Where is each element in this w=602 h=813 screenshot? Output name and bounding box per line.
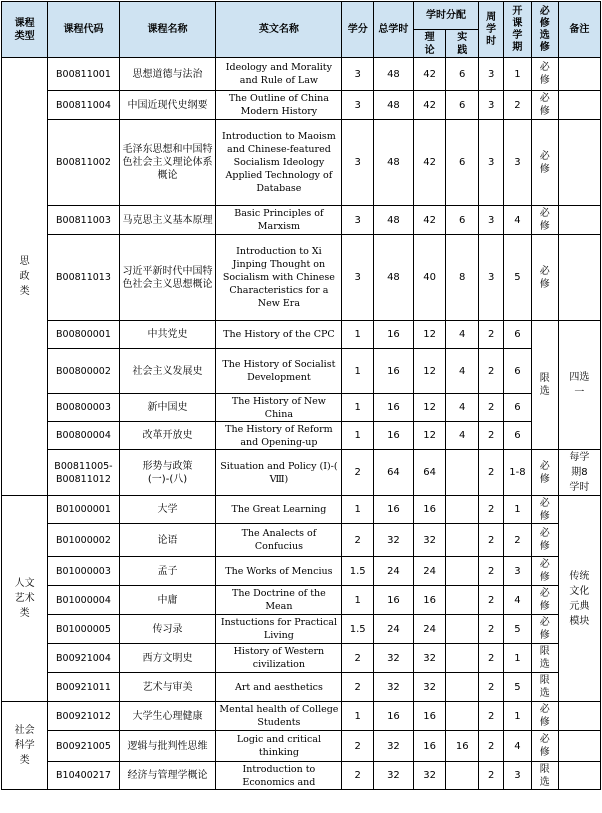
weekly-hours-cell: 2 — [479, 702, 504, 731]
course-name-cell: 形势与政策 (一)-(八) — [119, 450, 216, 496]
course-name-cell: 大学 — [119, 496, 216, 524]
credits-cell: 3 — [342, 120, 374, 206]
english-name-cell: Logic and critical thinking — [216, 731, 342, 762]
total-hours-cell: 16 — [373, 702, 413, 731]
semester-cell: 1 — [504, 496, 531, 524]
course-name-cell: 中共党史 — [119, 321, 216, 349]
theory-hours-cell: 42 — [413, 91, 446, 120]
credits-cell: 1 — [342, 349, 374, 394]
course-name-cell: 中国近现代史纲要 — [119, 91, 216, 120]
practice-hours-cell: 6 — [446, 58, 479, 91]
theory-hours-cell: 32 — [413, 762, 446, 790]
header-course-type: 课程 类型 — [2, 2, 48, 58]
semester-cell: 1-8 — [504, 450, 531, 496]
practice-hours-cell — [446, 702, 479, 731]
theory-hours-cell: 24 — [413, 615, 446, 644]
required-elective-cell: 限 选 — [531, 673, 558, 702]
notes-cell — [558, 91, 600, 120]
theory-hours-cell: 16 — [413, 702, 446, 731]
required-elective-cell: 必 修 — [531, 702, 558, 731]
header-weekly-hours: 周 学 时 — [479, 2, 504, 58]
semester-cell: 5 — [504, 235, 531, 321]
course-name-cell: 社会主义发展史 — [119, 349, 216, 394]
course-name-cell: 毛泽东思想和中国特色社会主义理论体系概论 — [119, 120, 216, 206]
total-hours-cell: 48 — [373, 91, 413, 120]
semester-cell: 4 — [504, 206, 531, 235]
english-name-cell: The Doctrine of the Mean — [216, 586, 342, 615]
total-hours-cell: 32 — [373, 644, 413, 673]
course-code-cell: B01000004 — [48, 586, 119, 615]
required-elective-cell: 必 修 — [531, 731, 558, 762]
course-type-cell: 思 政 类 — [2, 58, 48, 496]
required-elective-cell: 限 选 — [531, 644, 558, 673]
english-name-cell: The History of Reform and Opening-up — [216, 422, 342, 450]
semester-cell: 4 — [504, 586, 531, 615]
practice-hours-cell: 4 — [446, 394, 479, 422]
notes-cell: 传统 文化 元典 模块 — [558, 496, 600, 702]
english-name-cell: The History of Socialist Development — [216, 349, 342, 394]
english-name-cell: The History of New China — [216, 394, 342, 422]
curriculum-table — [1, 1, 601, 790]
weekly-hours-cell: 2 — [479, 673, 504, 702]
required-elective-cell: 必 修 — [531, 615, 558, 644]
practice-hours-cell: 4 — [446, 349, 479, 394]
english-name-cell: History of Western civilization — [216, 644, 342, 673]
english-name-cell: The History of the CPC — [216, 321, 342, 349]
table-row — [2, 394, 601, 422]
weekly-hours-cell: 2 — [479, 394, 504, 422]
weekly-hours-cell: 2 — [479, 496, 504, 524]
table-row — [2, 450, 601, 496]
table-row — [2, 120, 601, 206]
weekly-hours-cell: 3 — [479, 91, 504, 120]
weekly-hours-cell: 3 — [479, 235, 504, 321]
table-row — [2, 615, 601, 644]
english-name-cell: Art and aesthetics — [216, 673, 342, 702]
total-hours-cell: 32 — [373, 673, 413, 702]
header-hours-allocation: 学时分配 — [413, 2, 478, 30]
required-elective-cell: 必 修 — [531, 58, 558, 91]
course-type-cell: 人文 艺术 类 — [2, 496, 48, 702]
required-elective-cell: 必 修 — [531, 450, 558, 496]
course-code-cell: B00800003 — [48, 394, 119, 422]
table-row — [2, 235, 601, 321]
credits-cell: 1 — [342, 702, 374, 731]
total-hours-cell: 24 — [373, 615, 413, 644]
course-code-cell: B00811004 — [48, 91, 119, 120]
semester-cell: 1 — [504, 702, 531, 731]
course-type-cell: 社会 科学 类 — [2, 702, 48, 790]
course-code-cell: B00811001 — [48, 58, 119, 91]
credits-cell: 1 — [342, 422, 374, 450]
total-hours-cell: 16 — [373, 496, 413, 524]
notes-cell — [558, 235, 600, 321]
weekly-hours-cell: 2 — [479, 524, 504, 557]
course-code-cell: B00800004 — [48, 422, 119, 450]
semester-cell: 1 — [504, 58, 531, 91]
notes-cell — [558, 120, 600, 206]
practice-hours-cell — [446, 557, 479, 586]
required-elective-cell: 必 修 — [531, 120, 558, 206]
course-name-cell: 论语 — [119, 524, 216, 557]
english-name-cell: Ideology and Morality and Rule of Law — [216, 58, 342, 91]
header-theory: 理 论 — [413, 30, 446, 58]
course-name-cell: 孟子 — [119, 557, 216, 586]
english-name-cell: Instuctions for Practical Living — [216, 615, 342, 644]
notes-cell — [558, 58, 600, 91]
header-practice: 实 践 — [446, 30, 479, 58]
semester-cell: 2 — [504, 524, 531, 557]
course-code-cell: B10400217 — [48, 762, 119, 790]
english-name-cell: The Outline of China Modern History — [216, 91, 342, 120]
required-elective-cell: 必 修 — [531, 91, 558, 120]
practice-hours-cell — [446, 524, 479, 557]
semester-cell: 3 — [504, 557, 531, 586]
required-elective-cell: 必 修 — [531, 586, 558, 615]
weekly-hours-cell: 2 — [479, 762, 504, 790]
course-code-cell: B01000001 — [48, 496, 119, 524]
practice-hours-cell: 6 — [446, 206, 479, 235]
course-name-cell: 中庸 — [119, 586, 216, 615]
table-row — [2, 58, 601, 91]
course-code-cell: B01000003 — [48, 557, 119, 586]
semester-cell: 6 — [504, 422, 531, 450]
practice-hours-cell: 16 — [446, 731, 479, 762]
semester-cell: 6 — [504, 394, 531, 422]
required-elective-cell: 必 修 — [531, 557, 558, 586]
weekly-hours-cell: 2 — [479, 615, 504, 644]
practice-hours-cell: 6 — [446, 120, 479, 206]
total-hours-cell: 64 — [373, 450, 413, 496]
table-row — [2, 644, 601, 673]
english-name-cell: Basic Principles of Marxism — [216, 206, 342, 235]
semester-cell: 3 — [504, 120, 531, 206]
credits-cell: 2 — [342, 731, 374, 762]
weekly-hours-cell: 2 — [479, 557, 504, 586]
weekly-hours-cell: 3 — [479, 58, 504, 91]
semester-cell: 5 — [504, 673, 531, 702]
credits-cell: 3 — [342, 206, 374, 235]
semester-cell: 2 — [504, 91, 531, 120]
practice-hours-cell — [446, 496, 479, 524]
course-code-cell: B00800001 — [48, 321, 119, 349]
required-elective-cell: 必 修 — [531, 206, 558, 235]
total-hours-cell: 48 — [373, 58, 413, 91]
total-hours-cell: 32 — [373, 524, 413, 557]
practice-hours-cell: 4 — [446, 321, 479, 349]
credits-cell: 3 — [342, 91, 374, 120]
header-total-hours: 总学时 — [373, 2, 413, 58]
total-hours-cell: 48 — [373, 206, 413, 235]
weekly-hours-cell: 2 — [479, 731, 504, 762]
credits-cell: 1 — [342, 321, 374, 349]
course-name-cell: 大学生心理健康 — [119, 702, 216, 731]
weekly-hours-cell: 2 — [479, 450, 504, 496]
theory-hours-cell: 16 — [413, 731, 446, 762]
credits-cell: 1.5 — [342, 557, 374, 586]
required-elective-cell: 必 修 — [531, 235, 558, 321]
semester-cell: 4 — [504, 731, 531, 762]
practice-hours-cell — [446, 762, 479, 790]
notes-cell — [558, 731, 600, 762]
practice-hours-cell — [446, 644, 479, 673]
header-course-code: 课程代码 — [48, 2, 119, 58]
credits-cell: 3 — [342, 235, 374, 321]
table-row — [2, 524, 601, 557]
credits-cell: 3 — [342, 58, 374, 91]
required-elective-cell: 必 修 — [531, 496, 558, 524]
weekly-hours-cell: 2 — [479, 349, 504, 394]
course-code-cell: B00921004 — [48, 644, 119, 673]
theory-hours-cell: 40 — [413, 235, 446, 321]
theory-hours-cell: 16 — [413, 496, 446, 524]
table-row — [2, 731, 601, 762]
table-row — [2, 702, 601, 731]
weekly-hours-cell: 2 — [479, 422, 504, 450]
theory-hours-cell: 32 — [413, 524, 446, 557]
notes-cell — [558, 206, 600, 235]
english-name-cell: Introduction to Economics and — [216, 762, 342, 790]
header-english-name: 英文名称 — [216, 2, 342, 58]
practice-hours-cell: 4 — [446, 422, 479, 450]
english-name-cell: Introduction to Maoism and Chinese-featured Socialism Ideology Applied Technology of Database — [216, 120, 342, 206]
theory-hours-cell: 24 — [413, 557, 446, 586]
practice-hours-cell — [446, 615, 479, 644]
table-row — [2, 321, 601, 349]
table-row — [2, 422, 601, 450]
course-name-cell: 马克思主义基本原理 — [119, 206, 216, 235]
course-name-cell: 改革开放史 — [119, 422, 216, 450]
header-required-elective: 必 修 选 修 — [531, 2, 558, 58]
course-name-cell: 西方文明史 — [119, 644, 216, 673]
table-row — [2, 496, 601, 524]
course-name-cell: 新中国史 — [119, 394, 216, 422]
total-hours-cell: 16 — [373, 422, 413, 450]
credits-cell: 1 — [342, 586, 374, 615]
total-hours-cell: 16 — [373, 349, 413, 394]
course-code-cell: B01000002 — [48, 524, 119, 557]
credits-cell: 2 — [342, 673, 374, 702]
total-hours-cell: 48 — [373, 120, 413, 206]
english-name-cell: The Analects of Confucius — [216, 524, 342, 557]
practice-hours-cell — [446, 673, 479, 702]
course-name-cell: 经济与管理学概论 — [119, 762, 216, 790]
theory-hours-cell: 12 — [413, 349, 446, 394]
course-code-cell: B00811002 — [48, 120, 119, 206]
notes-cell — [558, 702, 600, 731]
table-row — [2, 673, 601, 702]
course-code-cell: B00811013 — [48, 235, 119, 321]
credits-cell: 1.5 — [342, 615, 374, 644]
english-name-cell: The Great Learning — [216, 496, 342, 524]
theory-hours-cell: 42 — [413, 206, 446, 235]
theory-hours-cell: 16 — [413, 586, 446, 615]
total-hours-cell: 32 — [373, 762, 413, 790]
credits-cell: 2 — [342, 524, 374, 557]
semester-cell: 5 — [504, 615, 531, 644]
semester-cell: 6 — [504, 349, 531, 394]
course-name-cell: 艺术与审美 — [119, 673, 216, 702]
course-code-cell: B00800002 — [48, 349, 119, 394]
total-hours-cell: 32 — [373, 731, 413, 762]
english-name-cell: The Works of Mencius — [216, 557, 342, 586]
theory-hours-cell: 32 — [413, 673, 446, 702]
credits-cell: 1 — [342, 394, 374, 422]
course-name-cell: 思想道德与法治 — [119, 58, 216, 91]
practice-hours-cell — [446, 450, 479, 496]
theory-hours-cell: 32 — [413, 644, 446, 673]
credits-cell: 1 — [342, 496, 374, 524]
weekly-hours-cell: 3 — [479, 120, 504, 206]
weekly-hours-cell: 2 — [479, 644, 504, 673]
required-elective-cell: 必 修 — [531, 524, 558, 557]
total-hours-cell: 16 — [373, 321, 413, 349]
theory-hours-cell: 12 — [413, 394, 446, 422]
table-row — [2, 557, 601, 586]
notes-cell: 四选 一 — [558, 321, 600, 450]
total-hours-cell: 16 — [373, 586, 413, 615]
total-hours-cell: 16 — [373, 394, 413, 422]
required-elective-cell: 限 选 — [531, 762, 558, 790]
course-name-cell: 习近平新时代中国特色社会主义思想概论 — [119, 235, 216, 321]
table-row — [2, 762, 601, 790]
practice-hours-cell: 8 — [446, 235, 479, 321]
theory-hours-cell: 12 — [413, 422, 446, 450]
weekly-hours-cell: 2 — [479, 321, 504, 349]
practice-hours-cell: 6 — [446, 91, 479, 120]
practice-hours-cell — [446, 586, 479, 615]
course-name-cell: 逻辑与批判性思维 — [119, 731, 216, 762]
theory-hours-cell: 12 — [413, 321, 446, 349]
semester-cell: 3 — [504, 762, 531, 790]
course-code-cell: B00811005- B00811012 — [48, 450, 119, 496]
credits-cell: 2 — [342, 644, 374, 673]
theory-hours-cell: 64 — [413, 450, 446, 496]
course-code-cell: B00811003 — [48, 206, 119, 235]
required-elective-cell: 限 选 — [531, 321, 558, 450]
weekly-hours-cell: 2 — [479, 586, 504, 615]
semester-cell: 1 — [504, 644, 531, 673]
english-name-cell: Introduction to Xi Jinping Thought on Socialism with Chinese Characteristics for a New Era — [216, 235, 342, 321]
table-row — [2, 91, 601, 120]
header-semester: 开 课 学 期 — [504, 2, 531, 58]
credits-cell: 2 — [342, 762, 374, 790]
course-code-cell: B00921011 — [48, 673, 119, 702]
course-name-cell: 传习录 — [119, 615, 216, 644]
header-credits: 学分 — [342, 2, 374, 58]
table-row — [2, 206, 601, 235]
notes-cell — [558, 762, 600, 790]
total-hours-cell: 24 — [373, 557, 413, 586]
course-code-cell: B00921012 — [48, 702, 119, 731]
weekly-hours-cell: 3 — [479, 206, 504, 235]
table-body — [2, 58, 601, 790]
theory-hours-cell: 42 — [413, 58, 446, 91]
credits-cell: 2 — [342, 450, 374, 496]
header-course-name: 课程名称 — [119, 2, 216, 58]
english-name-cell: Mental health of College Students — [216, 702, 342, 731]
notes-cell: 每学 期8 学时 — [558, 450, 600, 496]
table-row — [2, 349, 601, 394]
english-name-cell: Situation and Policy (Ⅰ)-( Ⅷ) — [216, 450, 342, 496]
semester-cell: 6 — [504, 321, 531, 349]
course-code-cell: B01000005 — [48, 615, 119, 644]
total-hours-cell: 48 — [373, 235, 413, 321]
course-code-cell: B00921005 — [48, 731, 119, 762]
theory-hours-cell: 42 — [413, 120, 446, 206]
table-row — [2, 586, 601, 615]
header-notes: 备注 — [558, 2, 600, 58]
